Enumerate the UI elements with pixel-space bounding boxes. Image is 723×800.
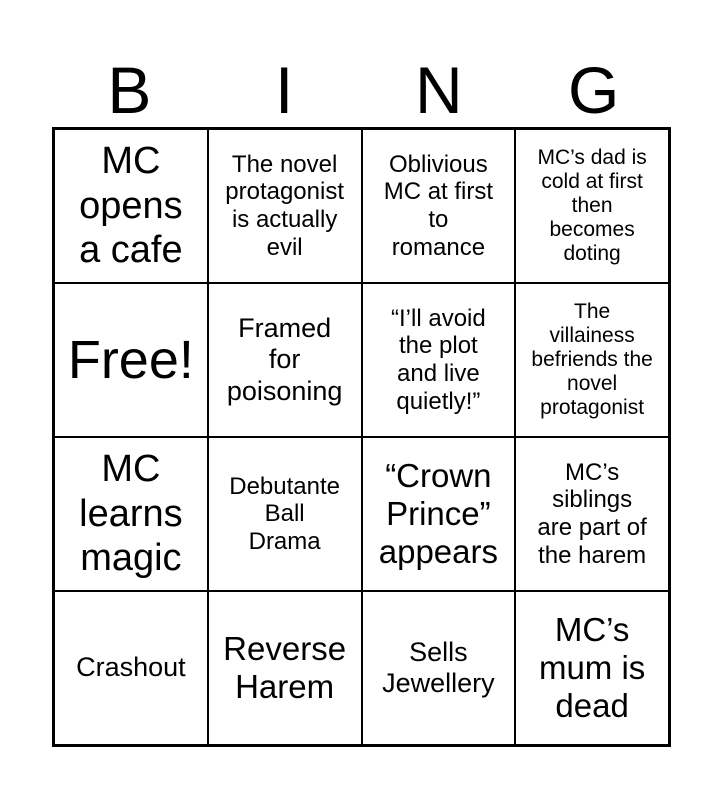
bingo-cell-r3c2[interactable]: Debutante Ball Drama [208,437,362,591]
header-letter-n: N [415,53,463,127]
header-letter-g: G [567,53,620,127]
header-letter-i: I [274,53,294,127]
bingo-cell-free[interactable]: Free! [54,283,208,437]
bingo-cell-r1c2[interactable]: The novel protagonist is actually evil [208,129,362,283]
bingo-cell-r3c3[interactable]: “Crown Prince” appears [362,437,516,591]
bingo-cell-r3c1[interactable]: MC learns magic [54,437,208,591]
bingo-cell-r4c1[interactable]: Crashout [54,591,208,745]
bingo-board [52,127,671,747]
header-letter-b: B [107,53,152,127]
bingo-header [52,52,671,128]
bingo-cell-r2c4[interactable]: The villainess befriends the novel protagonist [515,283,669,437]
bingo-cell-r2c3[interactable]: “I’ll avoid the plot and live quietly!” [362,283,516,437]
bingo-cell-r4c4[interactable]: MC’s mum is dead [515,591,669,745]
bingo-cell-r4c2[interactable]: Reverse Harem [208,591,362,745]
bingo-cell-r1c1[interactable]: MC opens a cafe [54,129,208,283]
bingo-cell-r1c3[interactable]: Oblivious MC at first to romance [362,129,516,283]
bingo-cell-r2c2[interactable]: Framed for poisoning [208,283,362,437]
bingo-cell-r4c3[interactable]: Sells Jewellery [362,591,516,745]
bingo-cell-r1c4[interactable]: MC’s dad is cold at first then becomes doting [515,129,669,283]
bingo-cell-r3c4[interactable]: MC’s siblings are part of the harem [515,437,669,591]
